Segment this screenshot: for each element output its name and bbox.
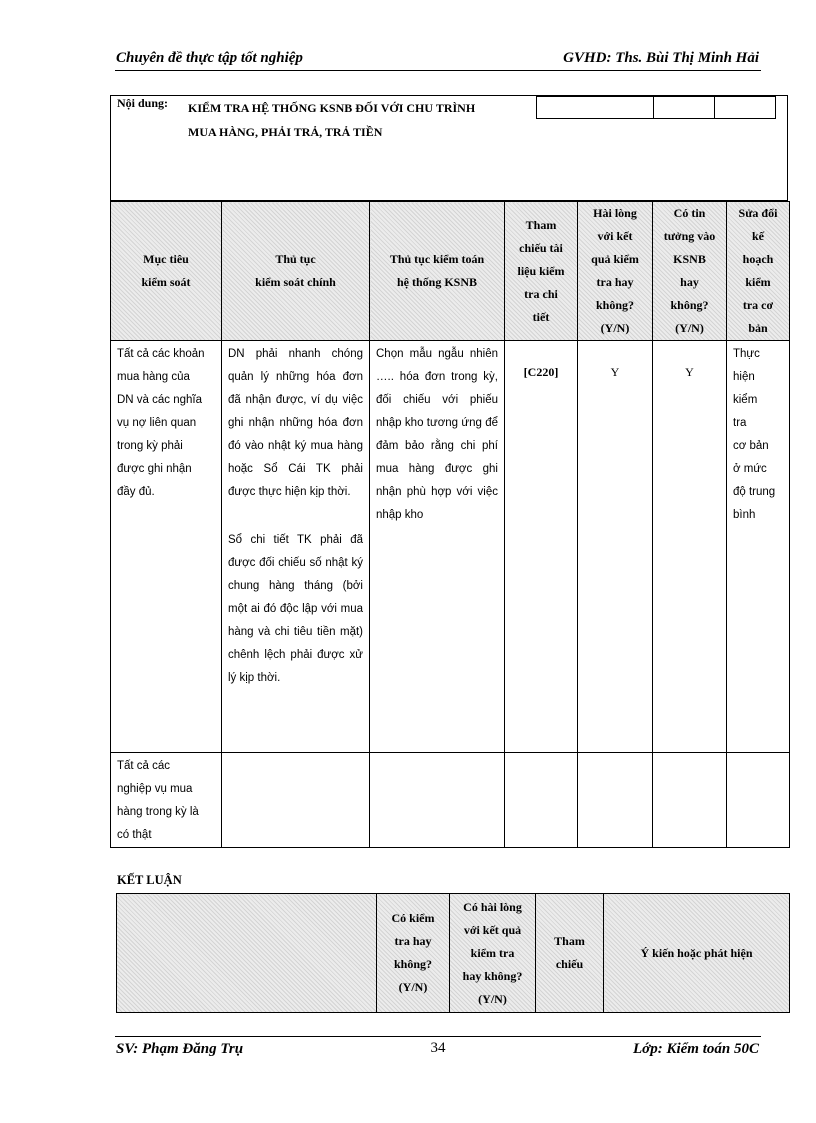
row1-key-control-p1: DN phải nhanh chóng quản lý những hóa đơn đã nhận được, ví dụ việc ghi nhận những hóa đơn đó vào nhật ký mua hàng hoặc Sổ Cái TK phải được thực hiện kịp thời. [228, 348, 363, 498]
conclusion-opinion: Ý kiến hoặc phát hiện [604, 894, 790, 1013]
header-left-title: Chuyên đề thực tập tốt nghiệp [116, 50, 303, 66]
row2-objective: Tất cả các nghiệp vụ mua hàng trong kỳ là có thật [111, 753, 222, 848]
footer-class: Lớp: Kiểm toán 50C [633, 1041, 759, 1057]
row2-audit-procedure [370, 753, 505, 848]
signature-box-1 [536, 96, 654, 119]
row2-modify-plan [727, 753, 790, 848]
signature-box-2 [653, 96, 715, 119]
page-number: 34 [430, 1040, 446, 1056]
control-test-table [110, 201, 790, 848]
row1-objective: Tất cả các khoản mua hàng của DN và các nghĩa vụ nợ liên quan trong kỳ phải được ghi nhận đầy đủ. [111, 341, 222, 753]
header-divider [115, 70, 761, 71]
row1-key-control-p2: Sổ chi tiết TK phải đã được đối chiếu số nhật ký chung hàng tháng (bởi một ai đó độc lập với mua hàng và chi tiêu tiền mặt) chênh lệch phải được xử lý kịp thời. [228, 534, 363, 684]
header-modify-plan: Sửa đổi kế hoạch kiểm tra cơ bản [727, 202, 790, 341]
header-right-supervisor: GVHD: Ths. Bùi Thị Minh Hải [563, 50, 759, 66]
conclusion-satisfied: Có hài lòng với kết quả kiểm tra hay không? (Y/N) [450, 894, 536, 1013]
header-satisfied: Hài lòng với kết quả kiểm tra hay không? (Y/N) [578, 202, 653, 341]
footer-student: SV: Phạm Đăng Trụ [116, 1041, 244, 1057]
footer-divider [115, 1036, 761, 1037]
header-reference: Tham chiếu tài liệu kiểm tra chi tiết [505, 202, 578, 341]
row1-audit-procedure: Chọn mẫu ngẫu nhiên ….. hóa đơn trong kỳ, đối chiếu với phiếu nhập kho tương ứng để đảm bảo rằng chi phí mua hàng được ghi nhận phù hợp với việc nhập kho [370, 341, 505, 753]
conclusion-tested: Có kiểm tra hay không? (Y/N) [377, 894, 450, 1013]
row1-modify-plan: Thực hiện kiểm tra cơ bản ở mức độ trung bình [727, 341, 790, 753]
row2-key-control [222, 753, 370, 848]
table-header-row [111, 202, 790, 341]
content-title [188, 96, 475, 144]
row2-reference [505, 753, 578, 848]
conclusion-title: KẾT LUẬN [117, 873, 182, 887]
table-row [111, 753, 790, 848]
conclusion-blank-cell [117, 894, 377, 1013]
content-title-line2: MUA HÀNG, PHẢI TRẢ, TRẢ TIỀN [188, 125, 383, 139]
signature-box-3 [714, 96, 776, 119]
header-control-objective: Mục tiêu kiểm soát [111, 202, 222, 341]
row1-satisfied: Y [578, 341, 653, 753]
header-key-control: Thủ tục kiểm soát chính [222, 202, 370, 341]
row2-trust [653, 753, 727, 848]
row1-trust: Y [653, 341, 727, 753]
header-trust-ksnb: Có tin tưởng vào KSNB hay không? (Y/N) [653, 202, 727, 341]
content-title-line1: KIỂM TRA HỆ THỐNG KSNB ĐỐI VỚI CHU TRÌNH [188, 101, 476, 115]
conclusion-reference: Tham chiếu [536, 894, 604, 1013]
row1-reference: [C220] [505, 341, 578, 753]
conclusion-table [116, 893, 790, 1013]
row2-satisfied [578, 753, 653, 848]
content-label: Nội dung: [117, 96, 169, 110]
conclusion-header-row [117, 894, 790, 1013]
row1-key-control [222, 341, 370, 753]
table-row [111, 341, 790, 753]
header-audit-procedure: Thủ tục kiểm toán hệ thống KSNB [370, 202, 505, 341]
